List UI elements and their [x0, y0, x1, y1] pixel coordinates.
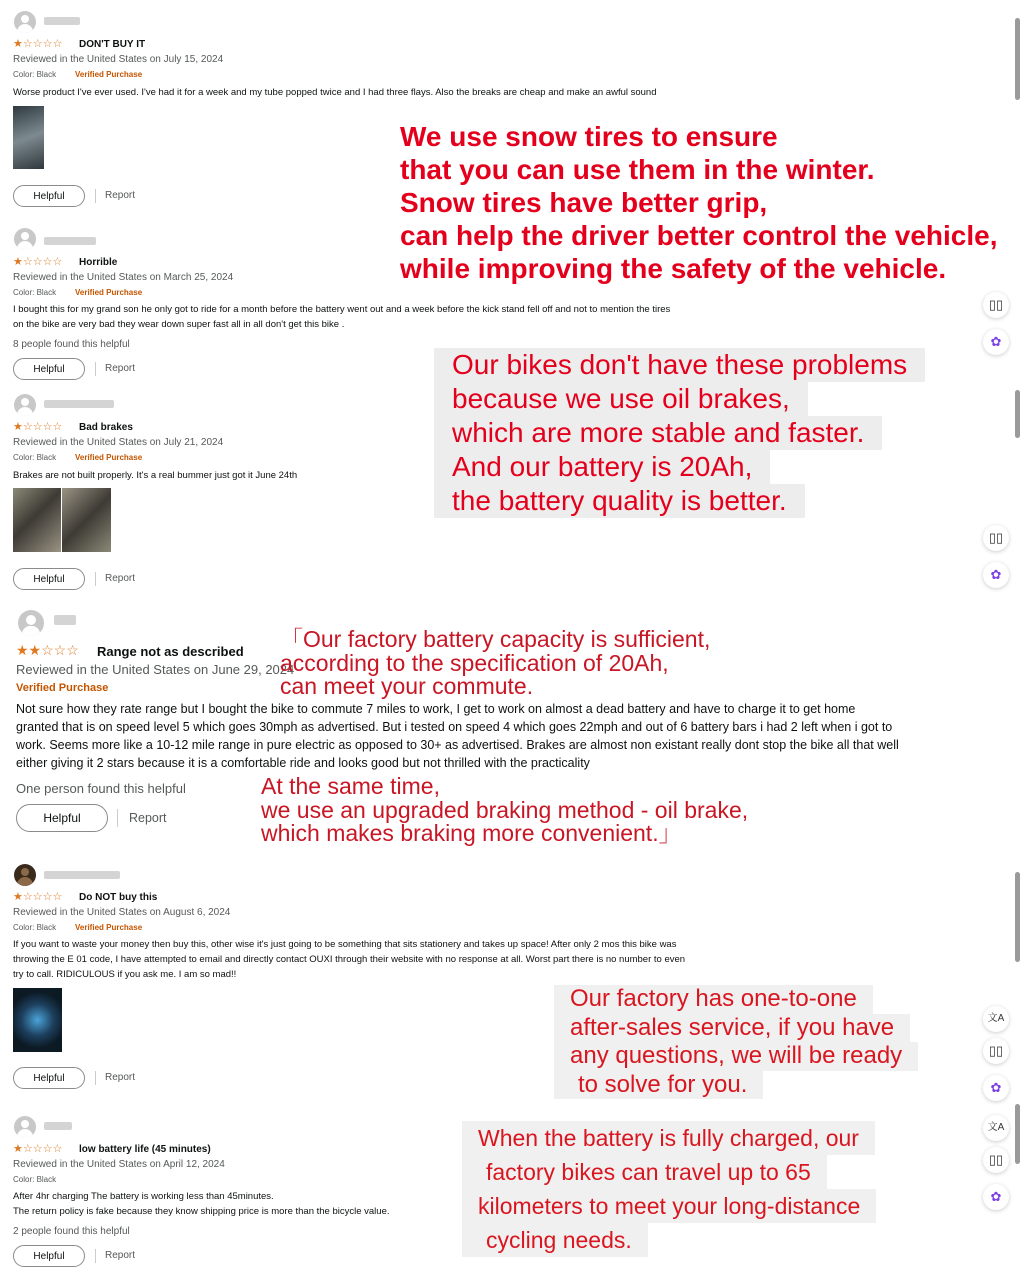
overlay-line: And our battery is 20Ah, [434, 450, 770, 484]
overlay-line: kilometers to meet your long-distance [462, 1189, 876, 1223]
verified-purchase-badge: Verified Purchase [75, 288, 143, 297]
avatar [14, 1116, 36, 1138]
review-body-line: try to call. RIDICULOUS if you ask me. I am so mad!! [13, 969, 237, 980]
reader-mode-icon[interactable]: ▯▯ [983, 1038, 1009, 1064]
review-title[interactable]: Horrible [79, 257, 118, 268]
review-body-line: Not sure how they rate range but I bought the bike to commute 7 miles to work, I get to work on almost a dead battery and have to charge it to get home [16, 702, 856, 716]
avatar [14, 394, 36, 416]
review-body-line: The return policy is fake because they know shipping price is more than the bicycle value. [13, 1206, 390, 1217]
review-body-line: throwing the E 01 code, I have attempted to email and directly contact OUXI through their website with no response at all. Worst part there is no number to even [13, 954, 686, 965]
review-body-line: granted that is on speed level 5 which goes 30mph as advertised. But i tested on speed 4 which goes 22mph and out of 6 battery bars i had 2 left when i got to [16, 720, 893, 734]
review-body [16, 700, 899, 772]
review-title[interactable]: Bad brakes [79, 422, 133, 433]
review-date: Reviewed in the United States on April 12, 2024 [13, 1159, 225, 1170]
report-link[interactable]: Report [105, 1250, 136, 1261]
overlay-line: can help the driver better control the vehicle, [400, 220, 998, 251]
review-image[interactable] [13, 106, 44, 169]
verified-purchase-badge: Verified Purchase [75, 453, 143, 462]
avatar [14, 228, 36, 250]
avatar [18, 610, 44, 636]
report-link[interactable]: Report [105, 1072, 136, 1083]
helpful-button[interactable]: Helpful [13, 358, 85, 380]
ai-assistant-icon[interactable]: ✿ [983, 562, 1009, 588]
verified-purchase-badge: Verified Purchase [75, 70, 143, 79]
overlay-line: At the same time, [261, 773, 440, 799]
overlay-line: which are more stable and faster. [434, 416, 882, 450]
verified-purchase-badge: Verified Purchase [75, 923, 143, 932]
color-variant: Color: Black [13, 923, 57, 932]
review-date: Reviewed in the United States on July 21, 2024 [13, 437, 224, 448]
overlay-braking-method [261, 775, 748, 846]
helpful-count: One person found this helpful [16, 781, 186, 796]
star-rating: ★☆☆☆☆ [13, 38, 63, 50]
report-link[interactable]: Report [105, 573, 136, 584]
star-rating: ★★☆☆☆ [16, 642, 79, 658]
review-body-line: on the bike are very bad they wear down super fast all in all don't get this bike . [13, 319, 345, 330]
overlay-snow-tires [400, 120, 998, 285]
helpful-button[interactable]: Helpful [13, 568, 85, 590]
review-body [13, 85, 657, 100]
star-rating: ★☆☆☆☆ [13, 1143, 63, 1155]
overlay-range [462, 1121, 876, 1257]
report-link[interactable]: Report [129, 811, 167, 825]
review-image[interactable] [62, 488, 111, 552]
overlay-line: Our factory has one-to-one [554, 985, 873, 1014]
review-body-line: either giving it 2 stars because it is a comfortable ride and looks good but not thrilled with the practicality [16, 756, 590, 770]
star-rating: ★☆☆☆☆ [13, 256, 63, 268]
helpful-count: 2 people found this helpful [13, 1226, 130, 1237]
review-date: Reviewed in the United States on July 15, 2024 [13, 54, 224, 65]
overlay-after-sales [554, 985, 918, 1099]
review-body-line: work. Seems more like a 10-12 mile range in pure electric as opposed to 30+ as advertised. Brakes are almost non existant really dont stop the bike all that well [16, 738, 899, 752]
reader-mode-icon[interactable]: ▯▯ [983, 292, 1009, 318]
helpful-count: 8 people found this helpful [13, 339, 130, 350]
ai-assistant-icon[interactable]: ✿ [983, 1184, 1009, 1210]
review-body-line: After 4hr charging The battery is working less than 45minutes. [13, 1191, 274, 1202]
review-date: Reviewed in the United States on June 29, 2024 [16, 662, 295, 677]
avatar [14, 11, 36, 33]
scrollbar-thumb[interactable] [1015, 872, 1020, 962]
translate-icon[interactable]: 文A [983, 1115, 1009, 1141]
overlay-line: can meet your commute. [280, 673, 534, 699]
color-variant: Color: Black [13, 1175, 57, 1184]
overlay-line: When the battery is fully charged, our [462, 1121, 875, 1155]
overlay-line: the battery quality is better. [434, 484, 805, 518]
review-body-line: Worse product I've ever used. I've had it for a week and my tube popped twice and I had three flays. Also the breaks are cheap and make an awful sound [13, 87, 657, 98]
overlay-line: Our bikes don't have these problems [434, 348, 925, 382]
scrollbar-thumb[interactable] [1015, 390, 1020, 438]
review-body-line: If you want to waste your money then buy this, other wise it's just going to be something that sits stationery and takes up space! After only 2 mos this bike was [13, 939, 677, 950]
overlay-line: that you can use them in the winter. [400, 154, 875, 185]
ai-assistant-icon[interactable]: ✿ [983, 329, 1009, 355]
helpful-button[interactable]: Helpful [16, 804, 108, 832]
scrollbar-thumb[interactable] [1015, 18, 1020, 100]
report-link[interactable]: Report [105, 190, 136, 201]
review-image[interactable] [13, 488, 61, 552]
reader-mode-icon[interactable]: ▯▯ [983, 1147, 1009, 1173]
review-body-line: I bought this for my grand son he only got to ride for a month before the battery went out and a week before the kick stand fell off and not to mention the tires [13, 304, 671, 315]
review-image[interactable] [13, 988, 62, 1052]
review-body [13, 1189, 390, 1219]
review-body [13, 302, 670, 332]
overlay-line: Snow tires have better grip, [400, 187, 768, 218]
color-variant: Color: Black [13, 288, 57, 297]
overlay-line: after-sales service, if you have [554, 1014, 910, 1043]
divider [95, 1071, 96, 1085]
overlay-line: we use an upgraded braking method - oil brake, [261, 796, 749, 823]
overlay-line: 「Our factory battery capacity is sufficient, [280, 626, 711, 652]
review-date: Reviewed in the United States on August 6, 2024 [13, 907, 231, 918]
review-title[interactable]: Range not as described [97, 644, 244, 659]
reviewer-name-blurred [44, 237, 96, 245]
overlay-battery-capacity [280, 628, 710, 699]
color-variant: Color: Black [13, 453, 57, 462]
divider [95, 362, 96, 376]
review-date: Reviewed in the United States on March 25, 2024 [13, 272, 234, 283]
review-body [13, 468, 297, 483]
scrollbar-thumb[interactable] [1015, 1104, 1020, 1164]
reviewer-name-blurred [44, 400, 114, 408]
review-title[interactable]: low battery life (45 minutes) [79, 1144, 211, 1155]
overlay-line: We use snow tires to ensure [400, 121, 778, 152]
overlay-line: to solve for you. [554, 1071, 763, 1100]
overlay-line: while improving the safety of the vehicle. [400, 253, 947, 284]
review-title[interactable]: DON'T BUY IT [79, 39, 146, 50]
overlay-line: because we use oil brakes, [434, 382, 808, 416]
overlay-line: which makes braking more convenient.」 [261, 820, 682, 846]
color-variant: Color: Black [13, 70, 57, 79]
overlay-line: any questions, we will be ready [554, 1042, 918, 1071]
verified-purchase-badge: Verified Purchase [16, 682, 109, 694]
helpful-button[interactable]: Helpful [13, 1067, 85, 1089]
divider [117, 809, 118, 827]
review-title[interactable]: Do NOT buy this [79, 892, 158, 903]
overlay-line: factory bikes can travel up to 65 [462, 1155, 827, 1189]
divider [95, 1249, 96, 1263]
review-body [13, 937, 685, 982]
overlay-oil-brakes [434, 348, 925, 518]
helpful-button[interactable]: Helpful [13, 185, 85, 207]
ai-assistant-icon[interactable]: ✿ [983, 1075, 1009, 1101]
helpful-button[interactable]: Helpful [13, 1245, 85, 1267]
reviewer-name-blurred [54, 615, 76, 625]
divider [95, 189, 96, 203]
reviewer-name-blurred [44, 1122, 72, 1130]
avatar [14, 864, 36, 886]
review-body-line: Brakes are not built properly. It's a real bummer just got it June 24th [13, 470, 298, 481]
translate-icon[interactable]: 文A [983, 1006, 1009, 1032]
overlay-line: cycling needs. [462, 1223, 648, 1257]
report-link[interactable]: Report [105, 363, 136, 374]
reviewer-name-blurred [44, 871, 120, 879]
divider [95, 572, 96, 586]
reader-mode-icon[interactable]: ▯▯ [983, 525, 1009, 551]
star-rating: ★☆☆☆☆ [13, 891, 63, 903]
star-rating: ★☆☆☆☆ [13, 421, 63, 433]
overlay-line: according to the specification of 20Ah, [280, 649, 669, 676]
reviewer-name-blurred [44, 17, 80, 25]
